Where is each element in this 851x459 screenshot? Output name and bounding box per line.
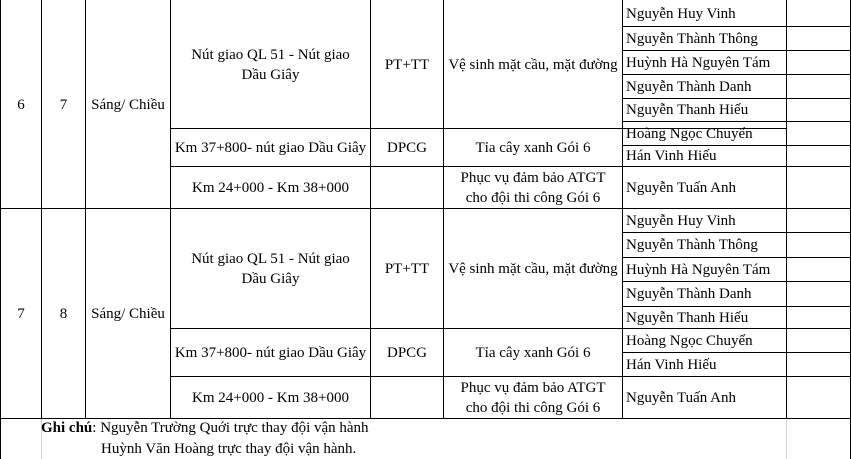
- location-cell: Nút giao QL 51 - Nút giao Dầu Giây: [191, 46, 350, 83]
- unit-cell: PT+TT: [384, 56, 430, 73]
- note-line-1: [41, 418, 369, 438]
- person-name-cell: Hán Vinh Hiếu: [626, 356, 717, 373]
- location-cell: Km 37+800- nút giao Dầu Giây: [174, 139, 367, 156]
- person-name-cell: Nguyễn Thành Thông: [626, 237, 758, 253]
- person-name-cell: Nguyễn Huy Vinh: [626, 212, 736, 229]
- person-name-cell: Nguyễn Thành Thông: [626, 30, 758, 47]
- person-name-cell: Hán Vinh Hiếu: [626, 148, 717, 164]
- location-cell: Km 37+800- nút giao Dầu Giây: [174, 344, 367, 361]
- location-cell: Km 24+000 - Km 38+000: [192, 179, 349, 196]
- person-name-cell: Nguyễn Thanh Hiếu: [626, 309, 749, 326]
- work-cell: Phục vụ đảm bảo ATGT cho đội thi công Gói 6: [460, 379, 606, 416]
- day-cell: 7: [59, 96, 68, 113]
- sheet-gridline: [786, 418, 787, 459]
- unit-cell: DPCG: [386, 344, 427, 361]
- unit-cell: [371, 167, 443, 208]
- person-name-cell: Hoàng Ngọc Chuyển: [626, 125, 753, 142]
- location-cell: Nút giao QL 51 - Nút giao Dầu Giây: [191, 250, 350, 287]
- day-cell: 8: [59, 305, 68, 322]
- work-cell: Vệ sinh mặt cầu, mặt đường: [448, 260, 618, 277]
- person-name-cell: Nguyễn Huy Vinh: [626, 5, 736, 22]
- person-name-cell: Huỳnh Hà Nguyên Tám: [626, 261, 771, 278]
- person-name-cell: Nguyễn Tuấn Anh: [626, 179, 737, 196]
- person-name-cell: Nguyễn Thành Danh: [626, 286, 752, 302]
- unit-cell: DPCG: [386, 139, 427, 156]
- person-name-cell: Nguyễn Tuấn Anh: [626, 389, 737, 406]
- shift-cell: Sáng/ Chiều: [91, 96, 165, 113]
- person-name-cell: Nguyễn Thành Danh: [626, 78, 752, 95]
- note-text-1: : Nguyễn Trường Quới trực thay đội vận hành: [92, 420, 369, 436]
- stt-cell: 7: [17, 305, 25, 322]
- unit-cell: [371, 377, 443, 418]
- unit-cell: PT+TT: [384, 260, 430, 277]
- work-cell: Phục vụ đảm bảo ATGT cho đội thi công Gói 6: [460, 169, 606, 206]
- location-cell: Km 24+000 - Km 38+000: [192, 389, 349, 406]
- work-cell: Tỉa cây xanh Gói 6: [475, 344, 591, 361]
- person-name-cell: Hoàng Ngọc Chuyển: [626, 332, 753, 349]
- person-name-cell: Nguyễn Thanh Hiếu: [626, 102, 749, 118]
- person-name-cell: Huỳnh Hà Nguyên Tám: [626, 54, 771, 71]
- work-cell: Vệ sinh mặt cầu, mặt đường: [448, 56, 618, 73]
- stt-cell: 6: [17, 96, 25, 113]
- shift-cell: Sáng/ Chiều: [91, 305, 165, 322]
- note-line-2: Huỳnh Văn Hoàng trực thay đội vận hành.: [101, 441, 357, 457]
- work-cell: Tỉa cây xanh Gói 6: [475, 139, 591, 156]
- note-label: Ghi chú: [41, 420, 93, 436]
